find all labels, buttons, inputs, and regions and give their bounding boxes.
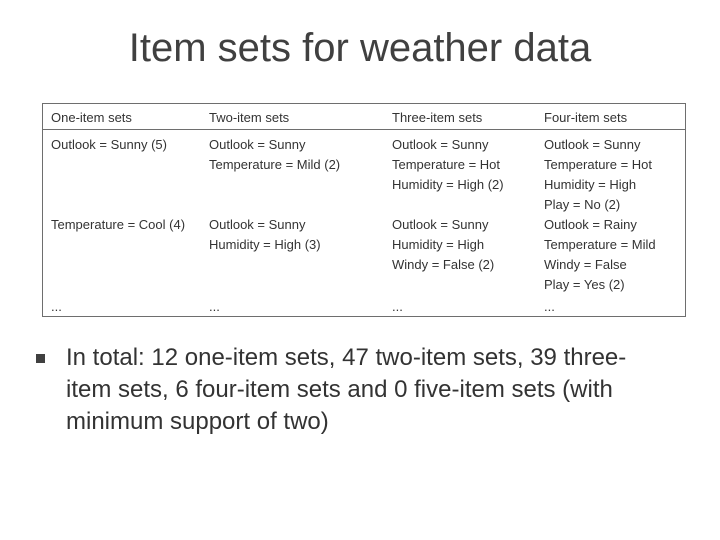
cell-line: Temperature = Cool (4) [51,217,186,232]
ellipsis: ... [392,299,403,314]
cell-line: Temperature = Hot [392,157,501,172]
table-cell [43,130,201,216]
cell-line: Outlook = Rainy [544,217,637,232]
table-cell [536,297,685,317]
item-sets-grid [43,104,685,317]
table-cell [201,215,384,297]
cell-line: Temperature = Mild (2) [209,157,341,172]
ellipsis: ... [209,299,220,314]
cell-line: Play = No (2) [544,197,621,212]
table-cell [384,215,536,297]
table-cell [536,130,685,216]
cell-line: Windy = False (2) [392,257,495,272]
ellipsis: ... [51,299,62,314]
cell-line: Outlook = Sunny [392,217,489,232]
table-row [43,215,685,297]
cell-line: Humidity = High (2) [392,177,504,192]
cell-line: Play = Yes (2) [544,277,625,292]
table-cell [201,130,384,216]
cell-line: Windy = False [544,257,627,272]
column-header: Three-item sets [384,104,536,130]
bullet-text: In total: 12 one-item sets, 47 two-item sets, 39 three-item sets, 6 four-item sets and 0 five-item sets (with minimum support of two) [66,344,627,435]
slide-title: Item sets for weather data [128,26,592,70]
column-header: Two-item sets [201,104,384,130]
square-bullet-icon [36,354,45,363]
cell-line: Outlook = Sunny [209,137,306,152]
cell-line: Temperature = Mild [544,237,656,252]
cell-line: Outlook = Sunny (5) [51,137,167,152]
table-cell [384,130,536,216]
cell-line: Humidity = High (3) [209,237,321,252]
cell-line: Temperature = Hot [544,157,653,172]
table-row [43,297,685,317]
item-sets-table [42,103,686,317]
column-header: Four-item sets [536,104,685,130]
table-cell [201,297,384,317]
column-header: One-item sets [43,104,201,130]
cell-line: Humidity = High [544,177,637,192]
table-cell [43,215,201,297]
table-cell [384,297,536,317]
cell-line: Humidity = High [392,237,485,252]
table-cell [43,297,201,317]
ellipsis: ... [544,299,555,314]
table-header-row [43,104,685,130]
table-row [43,130,685,216]
cell-line: Outlook = Sunny [544,137,641,152]
cell-line: Outlook = Sunny [392,137,489,152]
table-cell [536,215,685,297]
cell-line: Outlook = Sunny [209,217,306,232]
